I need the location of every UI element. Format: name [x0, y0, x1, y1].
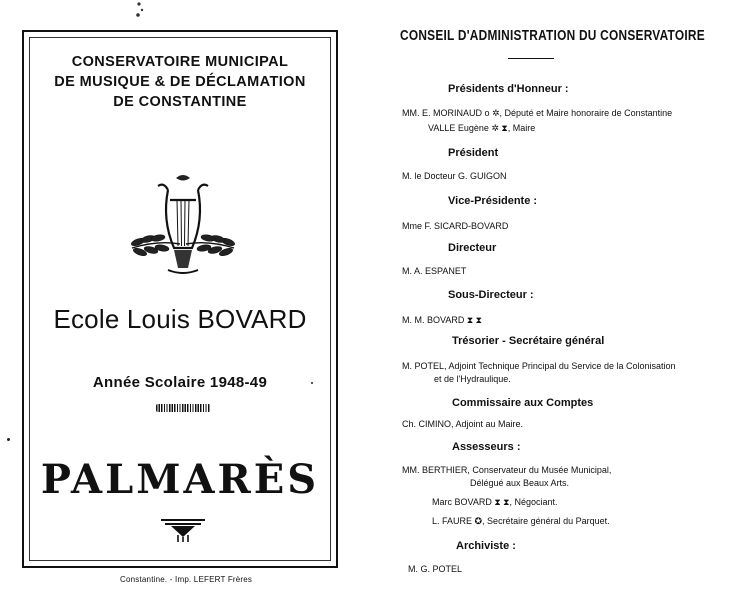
section-vice-president: Vice-Présidente :	[448, 195, 538, 207]
cover-inner-frame	[29, 37, 331, 561]
entry-valle: VALLE Eugène ✲ ⧗, Maire	[428, 123, 536, 133]
paper-speck	[311, 382, 313, 384]
paper-speck	[7, 438, 10, 441]
school-name: Ecole Louis BOVARD	[53, 304, 307, 334]
printer-imprint: Constantine. - Imp. LEFERT Frères	[120, 575, 253, 584]
lyre-laurel-emblem-icon	[118, 170, 248, 282]
entry-espanet: M. A. ESPANET	[402, 266, 467, 276]
ink-smudge	[133, 0, 147, 22]
hatched-divider	[156, 404, 210, 412]
school-year: Année Scolaire 1948-49	[92, 374, 268, 391]
board-title: CONSEIL D'ADMINISTRATION DU CONSERVATOIRE	[400, 28, 705, 44]
entry-potel-line-2: et de l'Hydraulique.	[434, 374, 511, 384]
entry-faure: L. FAURE ✪, Secrétaire général du Parquet.	[432, 516, 610, 526]
entry-guigon: M. le Docteur G. GUIGON	[402, 171, 507, 181]
section-assessors: Assesseurs :	[452, 441, 521, 453]
title-rule	[508, 58, 554, 59]
entry-berthier-line-2: Délégué aux Beaux Arts.	[470, 478, 570, 488]
section-deputy-director: Sous-Directeur :	[448, 289, 534, 301]
section-auditor: Commissaire aux Comptes	[452, 397, 594, 409]
cover-title-line-1: CONSERVATOIRE MUNICIPAL	[71, 54, 289, 70]
entry-g-potel: M. G. POTEL	[408, 564, 463, 574]
cover-title-line-3: DE CONSTANTINE	[113, 94, 247, 110]
section-archivist: Archiviste :	[456, 540, 516, 552]
section-honorary-presidents: Présidents d'Honneur :	[448, 83, 569, 95]
entry-marc-bovard: Marc BOVARD ⧗ ⧗, Négociant.	[432, 497, 558, 507]
section-president: Président	[448, 147, 499, 159]
art-deco-ornament-icon	[159, 517, 207, 543]
entry-sicard-bovard: Mme F. SICARD-BOVARD	[402, 221, 509, 231]
palmares-heading: PALMARÈS	[40, 456, 320, 503]
entry-cimino: Ch. CIMINO, Adjoint au Maire.	[402, 419, 524, 429]
cover-title-line-2: DE MUSIQUE & DE DÉCLAMATION	[54, 74, 306, 90]
entry-m-bovard: M. M. BOVARD ⧗ ⧗	[402, 315, 482, 325]
section-treasurer: Trésorier - Secrétaire général	[452, 335, 605, 347]
board-page	[352, 0, 740, 600]
entry-morinaud: MM. E. MORINAUD o ✲, Député et Maire honoraire de Constantine	[402, 108, 673, 118]
section-director: Directeur	[448, 242, 497, 254]
entry-berthier-line-1: MM. BERTHIER, Conservateur du Musée Municipal,	[402, 465, 612, 475]
cover-page	[22, 30, 338, 568]
entry-potel-line-1: M. POTEL, Adjoint Technique Principal du Service de la Colonisation	[402, 361, 676, 371]
